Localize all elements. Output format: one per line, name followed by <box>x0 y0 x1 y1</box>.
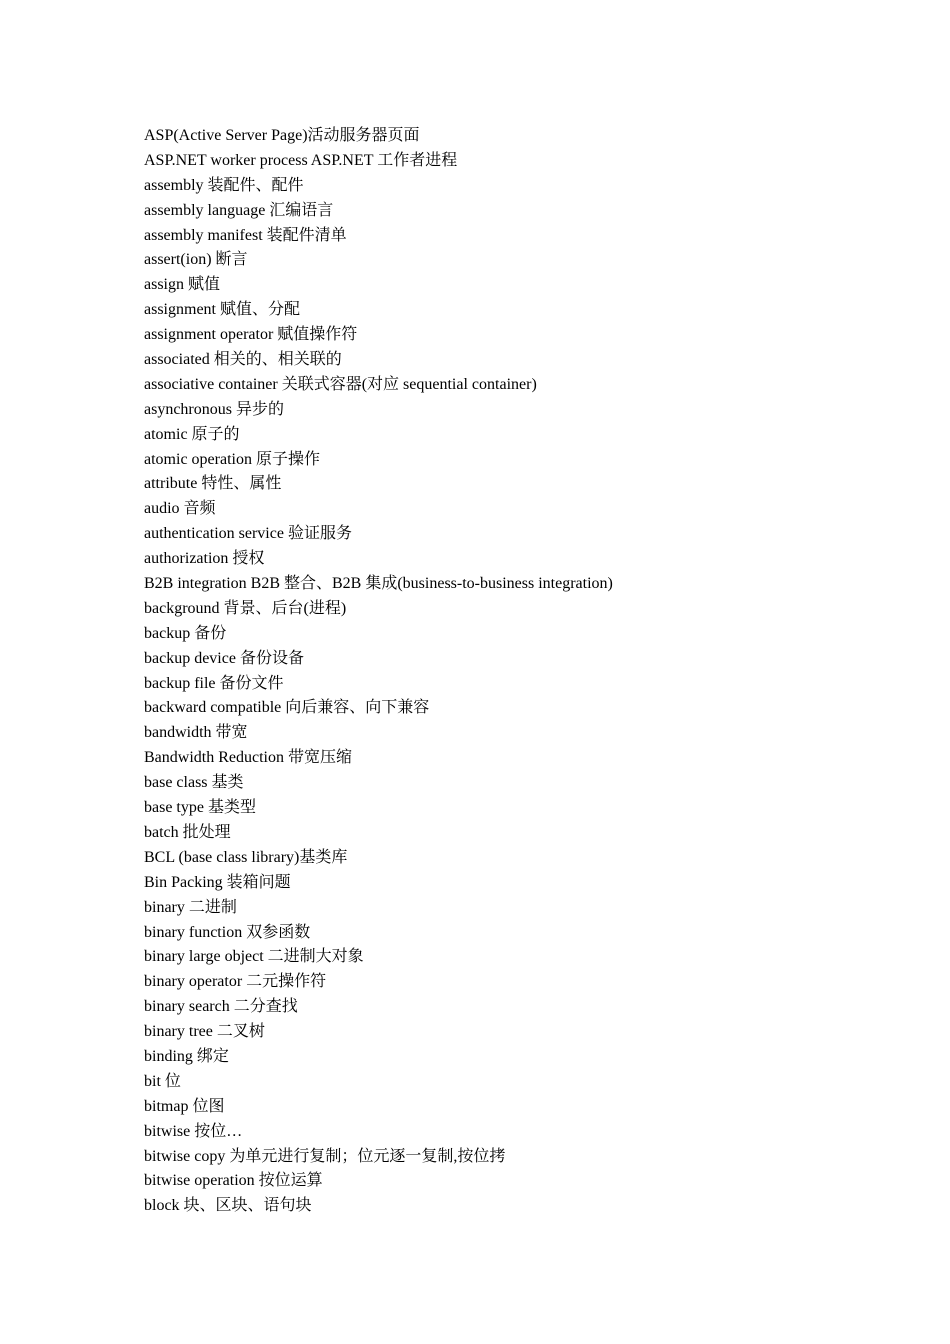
glossary-entry: binary function 双参函数 <box>144 923 311 941</box>
glossary-entry: binary operator 二元操作符 <box>144 973 327 991</box>
glossary-entry: assignment operator 赋值操作符 <box>144 326 358 344</box>
glossary-entry: associative container 关联式容器(对应 sequential container) <box>144 375 537 393</box>
glossary-entry: bitwise operation 按位运算 <box>144 1172 323 1190</box>
glossary-entry: backward compatible 向后兼容、向下兼容 <box>144 699 430 717</box>
glossary-entry: bandwidth 带宽 <box>144 724 248 742</box>
glossary-entry: associated 相关的、相关联的 <box>144 351 342 369</box>
glossary-entry: authentication service 验证服务 <box>144 525 352 543</box>
glossary-entry: bitwise 按位… <box>144 1122 243 1140</box>
glossary-entry: batch 批处理 <box>144 823 231 841</box>
glossary-entry: assign 赋值 <box>144 276 221 294</box>
glossary-entry: atomic operation 原子操作 <box>144 450 320 468</box>
glossary-entry: ASP.NET worker process ASP.NET 工作者进程 <box>144 151 458 169</box>
glossary-entry: assembly manifest 装配件清单 <box>144 226 347 244</box>
glossary-entry: assert(ion) 断言 <box>144 251 248 269</box>
glossary-entry: backup file 备份文件 <box>144 674 284 692</box>
glossary-entry: block 块、区块、语句块 <box>144 1197 312 1215</box>
glossary-entry: bit 位 <box>144 1072 181 1090</box>
glossary-entry: binary tree 二叉树 <box>144 1023 265 1041</box>
glossary-entry: asynchronous 异步的 <box>144 400 284 418</box>
glossary-entry: assignment 赋值、分配 <box>144 301 300 319</box>
glossary-entry: B2B integration B2B 整合、B2B 集成(business-to-business integration) <box>144 575 613 593</box>
glossary-entry: background 背景、后台(进程) <box>144 599 347 617</box>
glossary-entry: backup 备份 <box>144 624 227 642</box>
glossary-list <box>144 124 904 1219</box>
glossary-entry: assembly 装配件、配件 <box>144 176 304 194</box>
glossary-entry: binary 二进制 <box>144 898 237 916</box>
glossary-entry: atomic 原子的 <box>144 425 240 443</box>
glossary-entry: bitmap 位图 <box>144 1097 225 1115</box>
glossary-entry: BCL (base class library)基类库 <box>144 848 348 866</box>
glossary-entry: Bandwidth Reduction 带宽压缩 <box>144 749 352 767</box>
glossary-entry: Bin Packing 装箱问题 <box>144 873 291 891</box>
glossary-entry: binding 绑定 <box>144 1047 229 1065</box>
glossary-entry: assembly language 汇编语言 <box>144 201 334 219</box>
glossary-entry: binary search 二分查找 <box>144 998 298 1016</box>
glossary-entry: authorization 授权 <box>144 550 265 568</box>
glossary-entry: attribute 特性、属性 <box>144 475 282 493</box>
glossary-entry: backup device 备份设备 <box>144 649 304 667</box>
glossary-entry: base type 基类型 <box>144 799 256 817</box>
glossary-entry: audio 音频 <box>144 500 216 518</box>
glossary-entry: binary large object 二进制大对象 <box>144 948 364 966</box>
glossary-entry: ASP(Active Server Page)活动服务器页面 <box>144 127 420 144</box>
glossary-entry: bitwise copy 为单元进行复制；位元逐一复制,按位拷 <box>144 1147 506 1165</box>
glossary-entry: base class 基类 <box>144 774 244 792</box>
